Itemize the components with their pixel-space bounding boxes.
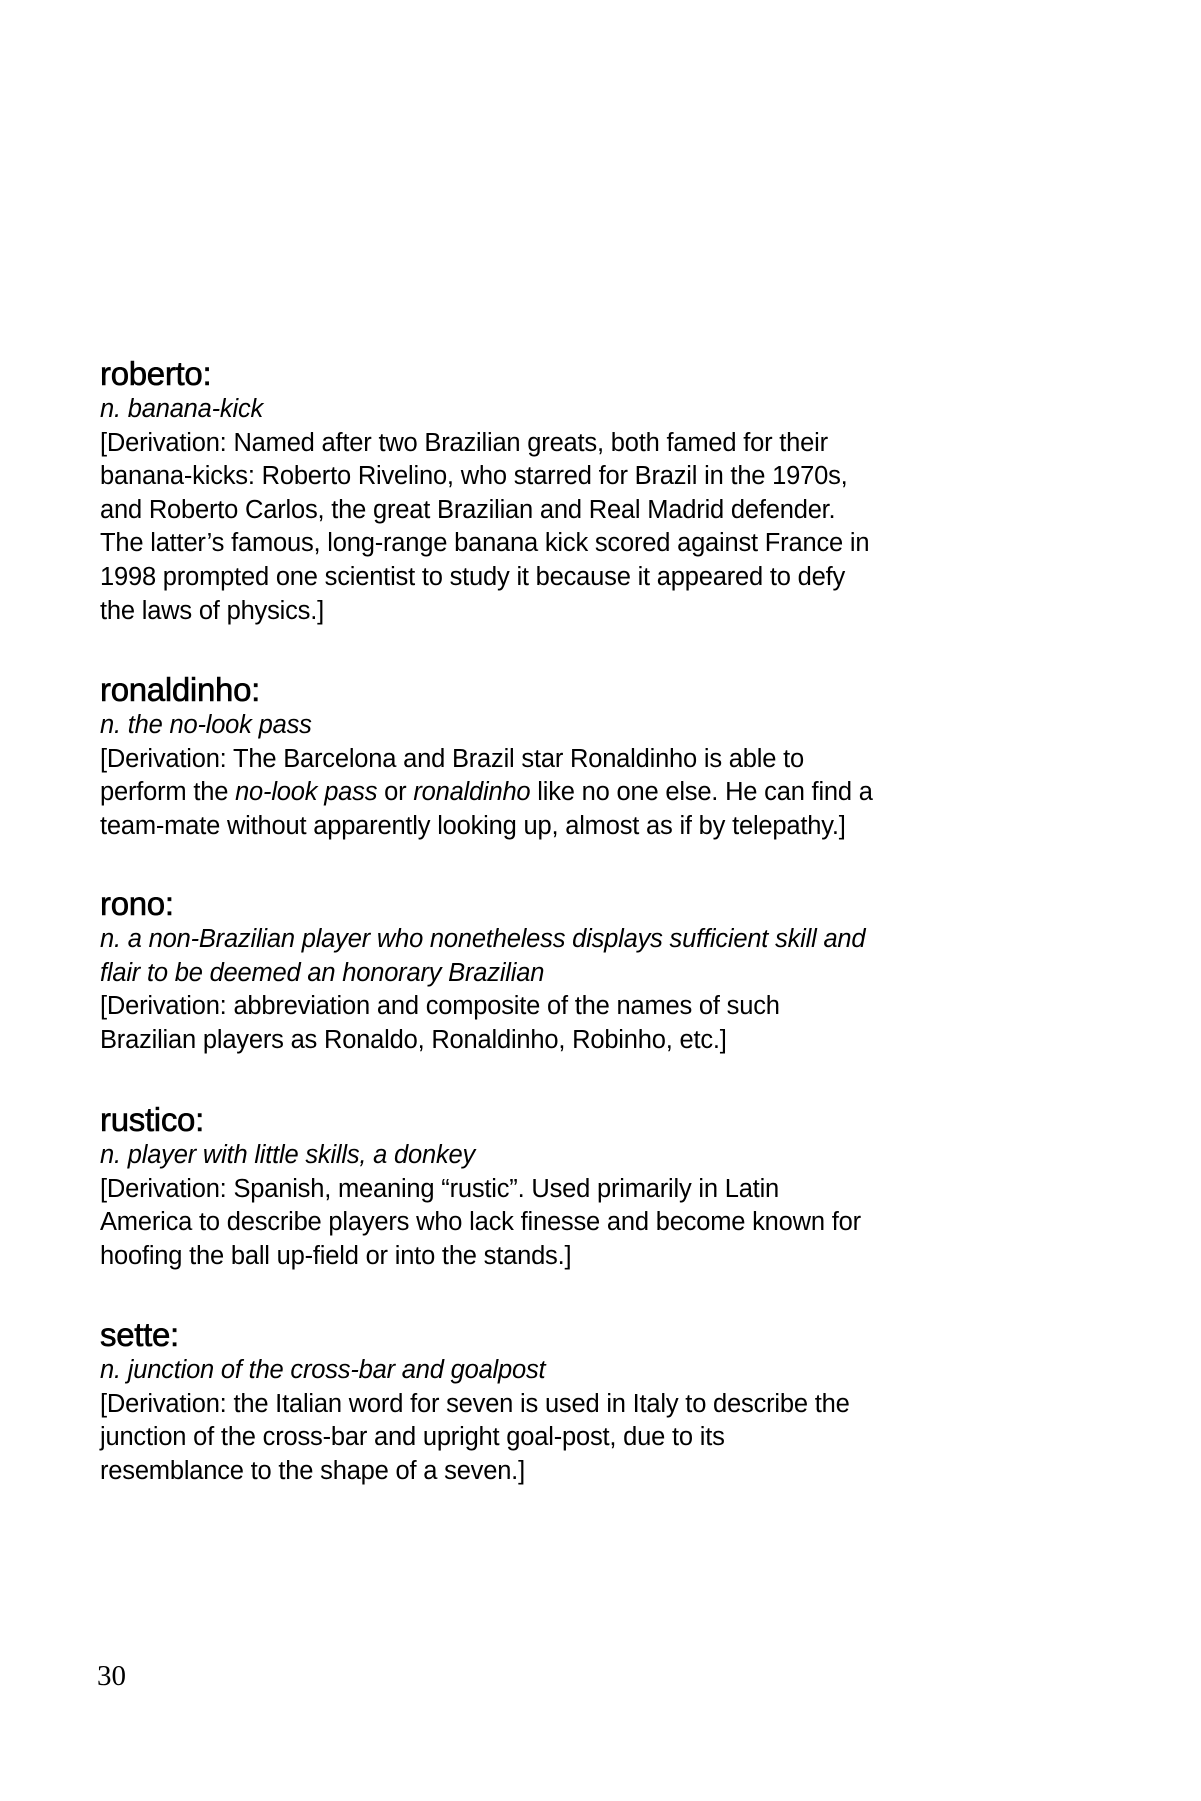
entry-term: ronaldinho: [100,671,260,708]
entry-derivation [100,1173,1160,1274]
derivation-line: resemblance to the shape of a seven.] [100,1456,525,1485]
entry-term: sette: [100,1316,179,1353]
derivation-line: the laws of physics.] [100,596,324,625]
derivation-text: perform the [100,778,236,807]
entry-term: rustico: [100,1101,204,1138]
entry-derivation [100,1388,1160,1489]
derivation-line: [Derivation: the Italian word for seven is used in Italy to describe the [100,1389,850,1418]
entry-term: roberto: [100,355,212,392]
entry-definition: flair to be deemed an honorary Brazilian [100,958,545,987]
entry-definition: n. player with little skills, a donkey [100,1141,476,1169]
derivation-line: junction of the cross-bar and upright goal-post, due to its [100,1423,725,1452]
entry-definition: n. the no-look pass [100,711,312,739]
entry-term: rono: [100,885,174,922]
derivation-text: or [377,778,414,807]
derivation-italic-term: ronaldinho [413,778,531,807]
derivation-text: like no one else. He can find a [530,778,873,807]
entry-derivation [100,743,1160,844]
derivation-line: America to describe players who lack finesse and become known for [100,1208,861,1237]
entry-rono [100,885,1160,1057]
derivation-line: Brazilian players as Ronaldo, Ronaldinho, Robinho, etc.] [100,1025,727,1054]
derivation-line: hoofing the ball up-field or into the stands.] [100,1241,572,1270]
derivation-italic-term: no-look pass [235,778,378,807]
derivation-line: [Derivation: The Barcelona and Brazil star Ronaldinho is able to [100,744,804,773]
entry-rustico [100,1101,1160,1273]
entry-derivation [100,990,1160,1057]
derivation-line [100,776,1160,810]
derivation-line: The latter’s famous, long-range banana kick scored against France in [100,529,870,558]
derivation-line: and Roberto Carlos, the great Brazilian and Real Madrid defender. [100,495,836,524]
entry-roberto [100,355,1160,628]
entry-definition: n. a non-Brazilian player who nonetheless displays sufficient skill and [100,925,866,953]
page-number: 30 [97,1660,126,1692]
entry-definition: n. banana-kick [100,395,264,423]
entry-definition: n. junction of the cross-bar and goalpost [100,1356,546,1384]
entry-derivation [100,427,1160,629]
derivation-line: [Derivation: Spanish, meaning “rustic”. Used primarily in Latin [100,1174,780,1203]
entry-ronaldinho [100,671,1160,843]
derivation-line: team-mate without apparently looking up, almost as if by telepathy.] [100,811,846,840]
derivation-line: banana-kicks: Roberto Rivelino, who starred for Brazil in the 1970s, [100,462,848,491]
derivation-line: [Derivation: Named after two Brazilian greats, both famed for their [100,428,828,457]
derivation-line: [Derivation: abbreviation and composite of the names of such [100,992,780,1021]
derivation-line: 1998 prompted one scientist to study it because it appeared to defy [100,562,846,591]
entry-sette [100,1316,1160,1488]
